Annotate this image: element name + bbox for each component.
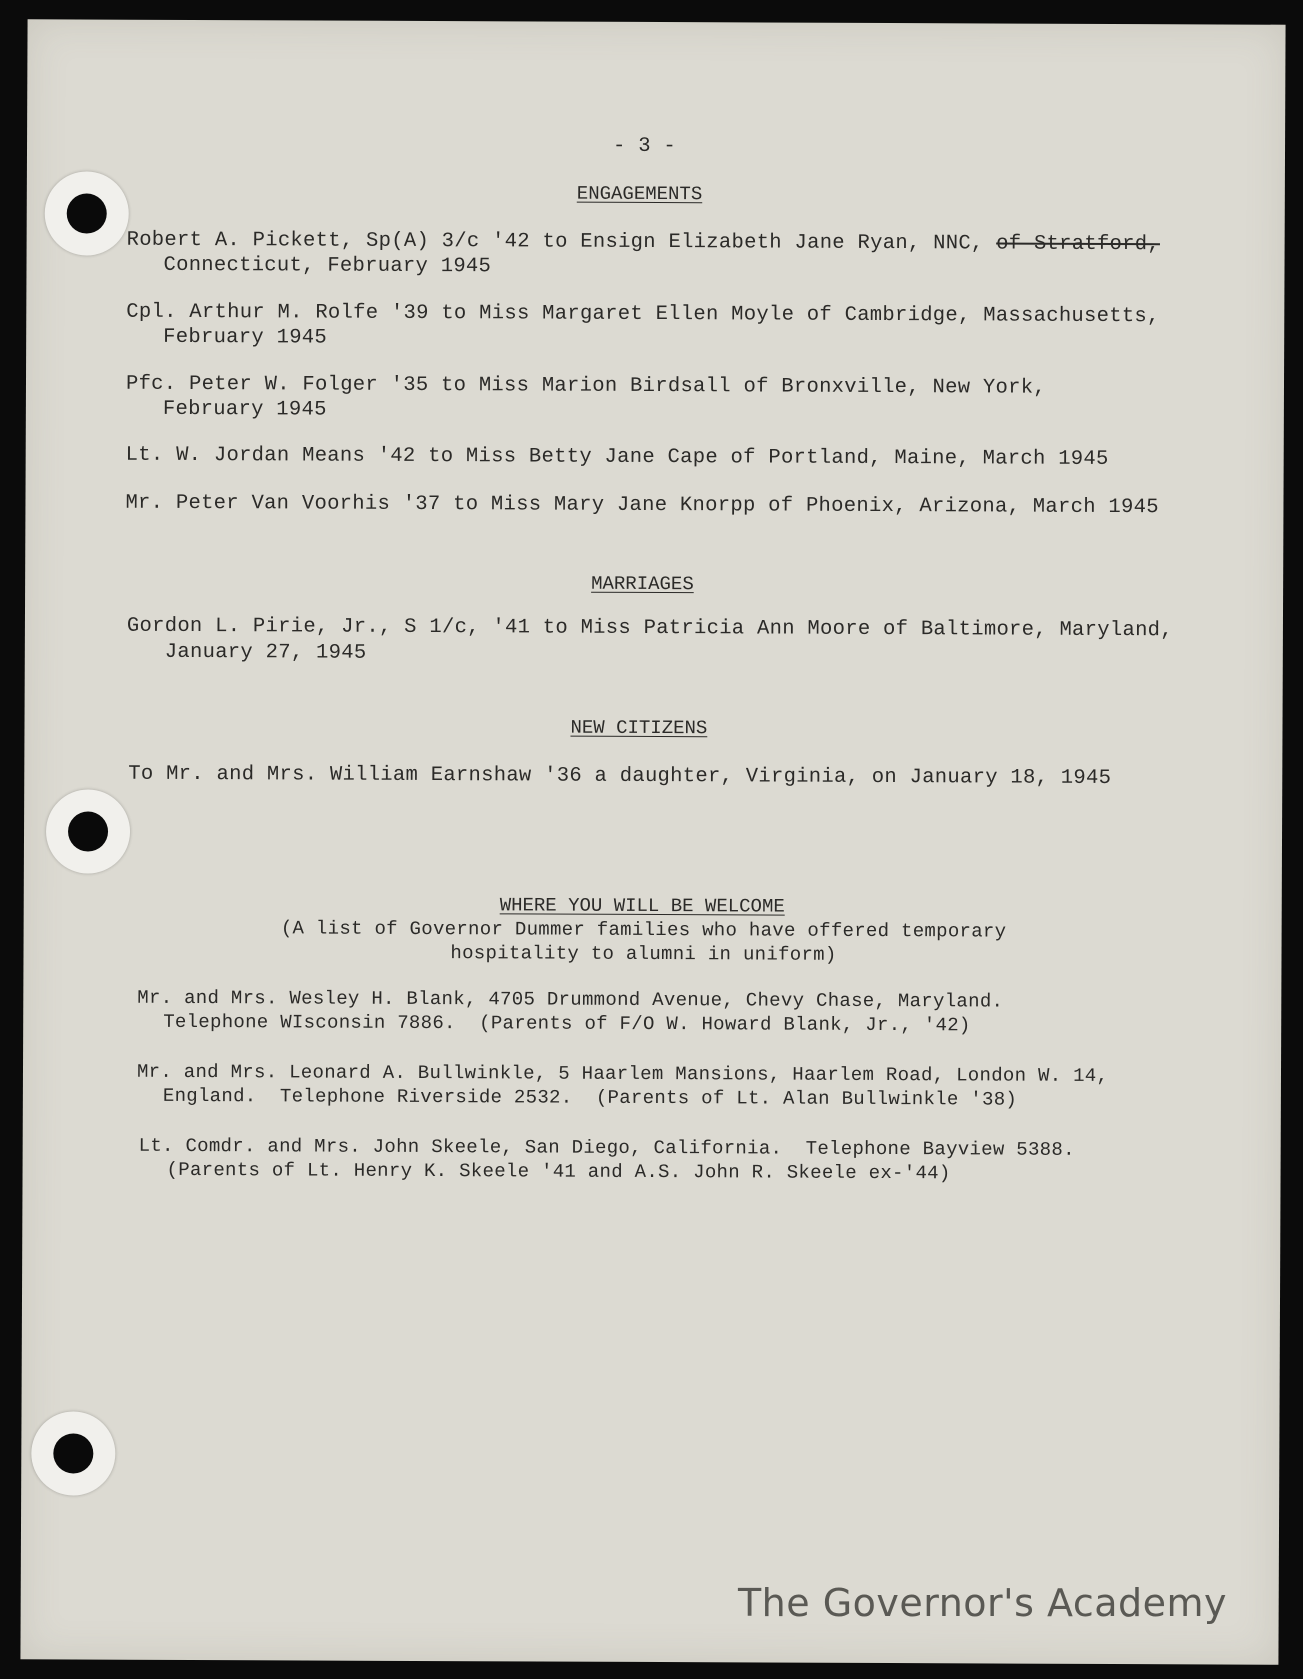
engagement-entry-4: Lt. W. Jordan Means '42 to Miss Betty Jane Cape of Portland, Maine, March 1945	[125, 443, 1109, 471]
engagement-entry-3-line2: February 1945	[162, 397, 327, 422]
welcome-subtitle-line1: (A list of Governor Dummer families who have offered temporary	[280, 917, 1007, 943]
punch-hole-top	[45, 171, 129, 255]
marriage-entry-1-line1: Gordon L. Pirie, Jr., S 1/c, '41 to Miss Patricia Ann Moore of Baltimore, Maryland,	[126, 614, 1173, 643]
welcome-entry-3-line1: Lt. Comdr. and Mrs. John Skeele, San Diego, California. Telephone Bayview 5388.	[138, 1134, 1075, 1161]
welcome-entry-1-line2: Telephone WIsconsin 7886. (Parents of F/O W. Howard Blank, Jr., '42)	[163, 1010, 971, 1037]
marriages-heading: MARRIAGES	[591, 572, 694, 596]
new-citizens-heading: NEW CITIZENS	[570, 716, 708, 740]
welcome-entry-1-line1: Mr. and Mrs. Wesley H. Blank, 4705 Drummond Avenue, Chevy Chase, Maryland.	[137, 986, 1004, 1013]
welcome-entry-3-line2: (Parents of Lt. Henry K. Skeele '41 and A.S. John R. Skeele ex-'44)	[166, 1158, 951, 1185]
engagement-entry-1-line2: Connecticut, February 1945	[163, 253, 492, 279]
welcome-entry-2-line1: Mr. and Mrs. Leonard A. Bullwinkle, 5 Haarlem Mansions, Haarlem Road, London W. 14,	[136, 1060, 1109, 1087]
engagement-entry-5: Mr. Peter Van Voorhis '37 to Miss Mary Jane Knorpp of Phoenix, Arizona, March 1945	[125, 491, 1159, 520]
engagement-entry-2-line2: February 1945	[163, 325, 328, 350]
welcome-entry-2-line2: England. Telephone Riverside 2532. (Parents of Lt. Alan Bullwinkle '38)	[162, 1084, 1018, 1111]
engagement-entry-1-text: Robert A. Pickett, Sp(A) 3/c '42 to Ensign Elizabeth Jane Ryan, NNC,	[126, 228, 997, 256]
engagement-entry-2-line1: Cpl. Arthur M. Rolfe '39 to Miss Margaret Ellen Moyle of Cambridge, Massachusetts,	[126, 300, 1160, 329]
punch-hole-bottom	[31, 1411, 115, 1495]
watermark: The Governor's Academy	[737, 1581, 1227, 1625]
welcome-heading: WHERE YOU WILL BE WELCOME	[499, 894, 785, 918]
punch-hole-middle	[46, 789, 130, 873]
engagement-entry-3-line1: Pfc. Peter W. Folger '35 to Miss Marion Birdsall of Bronxville, New York,	[125, 372, 1046, 400]
new-citizen-entry-1: To Mr. and Mrs. William Earnshaw '36 a daughter, Virginia, on January 18, 1945	[128, 762, 1112, 790]
marriage-entry-1-line2: January 27, 1945	[164, 640, 367, 665]
struck-text: of Stratford,	[996, 232, 1161, 257]
welcome-subtitle-line2: hospitality to alumni in uniform)	[450, 942, 837, 966]
engagements-heading: ENGAGEMENTS	[576, 182, 703, 206]
document-page	[20, 19, 1285, 1664]
page-number: - 3 -	[612, 134, 677, 159]
